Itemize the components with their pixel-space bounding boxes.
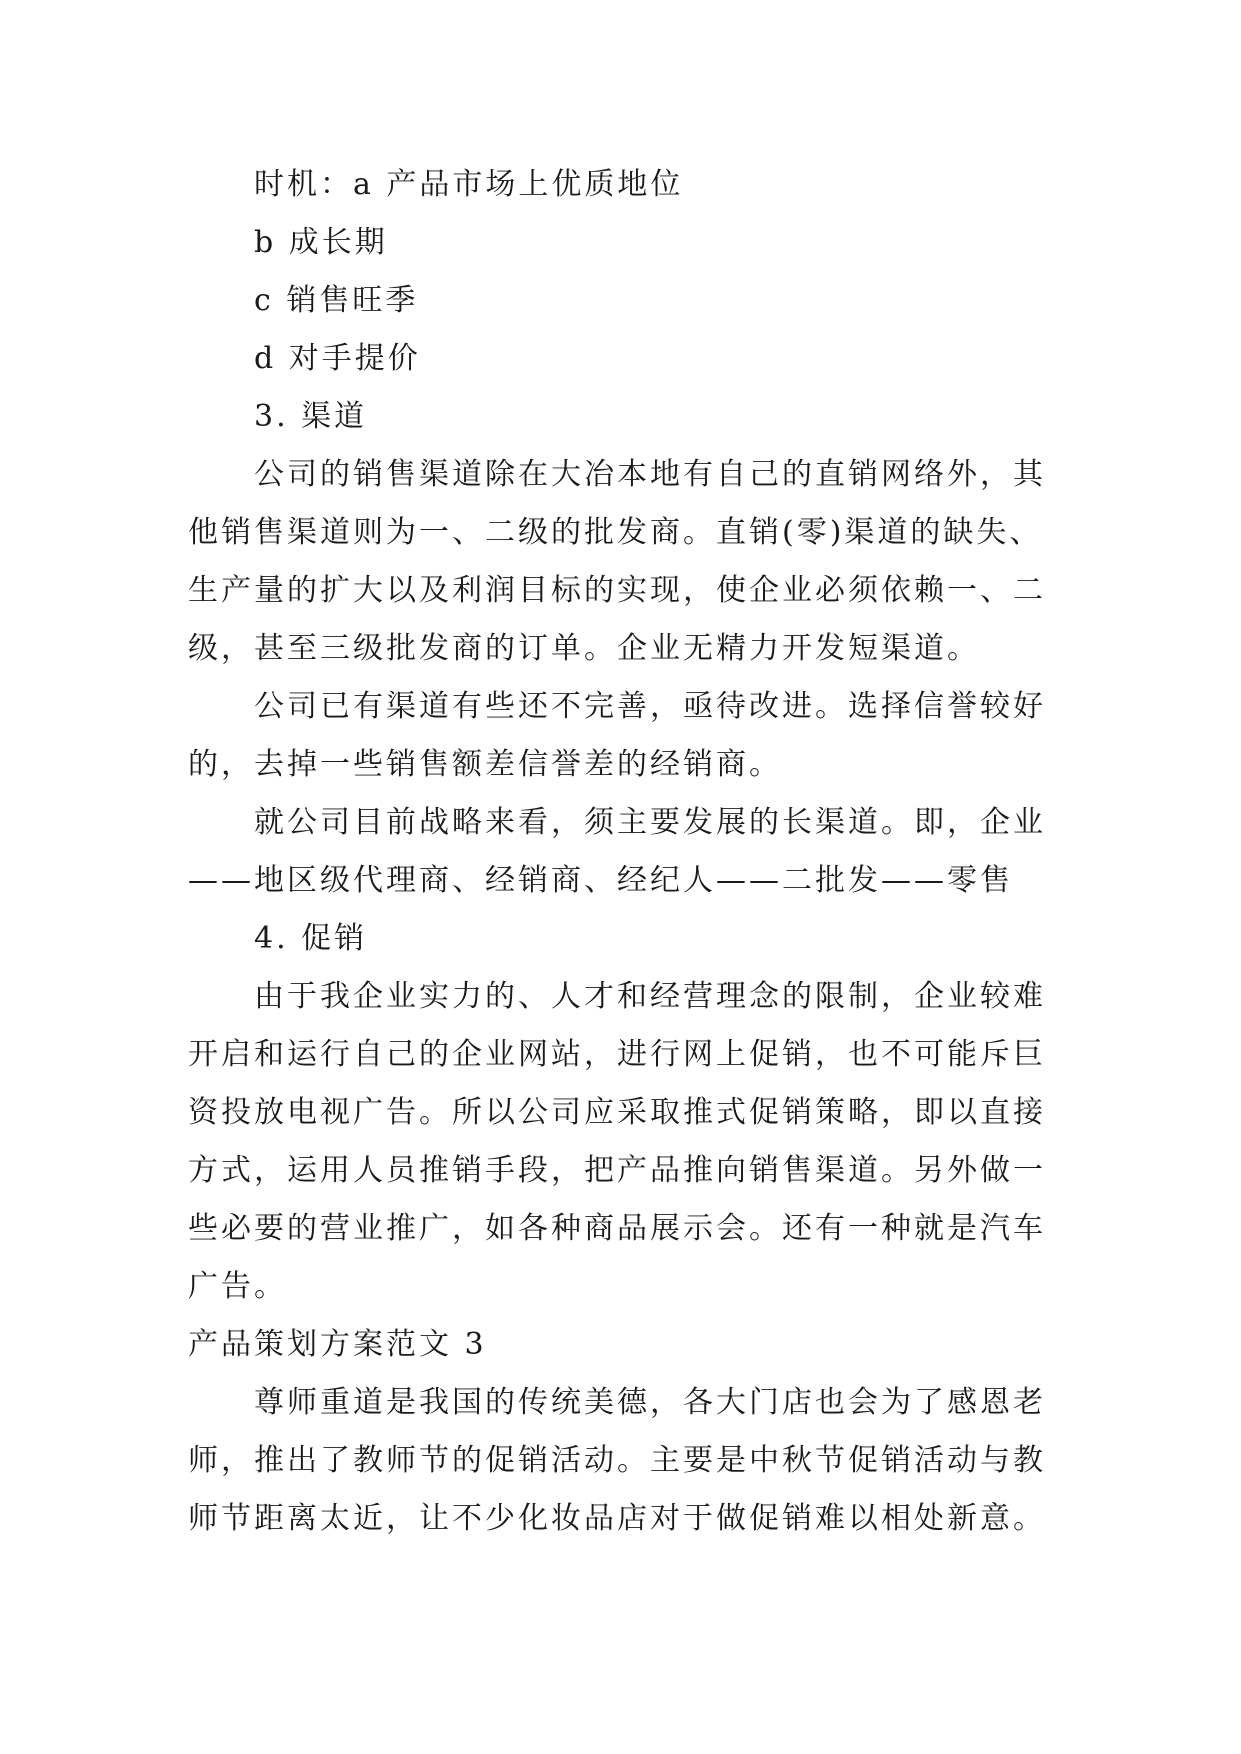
text-line: 他销售渠道则为一、二级的批发商。直销(零)渠道的缺失、 [188, 515, 1043, 550]
text-line: 公司已有渠道有些还不完善，亟待改进。选择信誉较好 [254, 689, 1046, 724]
document-body [188, 156, 1068, 1548]
text-line: 些必要的营业推广，如各种商品展示会。还有一种就是汽车 [188, 1211, 1046, 1246]
text-line: 师节距离太近，让不少化妆品店对于做促销难以相处新意。 [188, 1501, 1046, 1536]
text-line: 公司的销售渠道除在大冶本地有自己的直销网络外，其 [254, 457, 1046, 492]
text-line: 的，去掉一些销售额差信誉差的经销商。 [188, 747, 782, 782]
document-title: 产品策划方案范文 3 [188, 1327, 487, 1362]
text-line: 由于我企业实力的、人才和经营理念的限制，企业较难 [254, 979, 1046, 1014]
text-line: 资投放电视广告。所以公司应采取推式促销策略，即以直接 [188, 1095, 1046, 1130]
text-line: 尊师重道是我国的传统美德，各大门店也会为了感恩老 [254, 1385, 1046, 1420]
text-line: 广告。 [188, 1269, 287, 1304]
text-line: 时机：a 产品市场上优质地位 [254, 167, 684, 202]
text-line: 方式，运用人员推销手段，把产品推向销售渠道。另外做一 [188, 1153, 1046, 1188]
section-heading: 4. 促销 [254, 921, 368, 956]
text-line: 级，甚至三级批发商的订单。企业无精力开发短渠道。 [188, 631, 980, 666]
text-line: 生产量的扩大以及利润目标的实现，使企业必须依赖一、二 [188, 573, 1046, 608]
text-line: ——地区级代理商、经销商、经纪人——二批发——零售 [188, 863, 1013, 898]
text-line: 就公司目前战略来看，须主要发展的长渠道。即，企业 [254, 805, 1046, 840]
text-line: c 销售旺季 [254, 283, 419, 318]
text-line: 师，推出了教师节的促销活动。主要是中秋节促销活动与教 [188, 1443, 1046, 1478]
text-line: d 对手提价 [254, 341, 421, 376]
section-heading: 3. 渠道 [254, 399, 368, 434]
text-line: 开启和运行自己的企业网站，进行网上促销，也不可能斥巨 [188, 1037, 1046, 1072]
text-line: b 成长期 [254, 225, 388, 260]
